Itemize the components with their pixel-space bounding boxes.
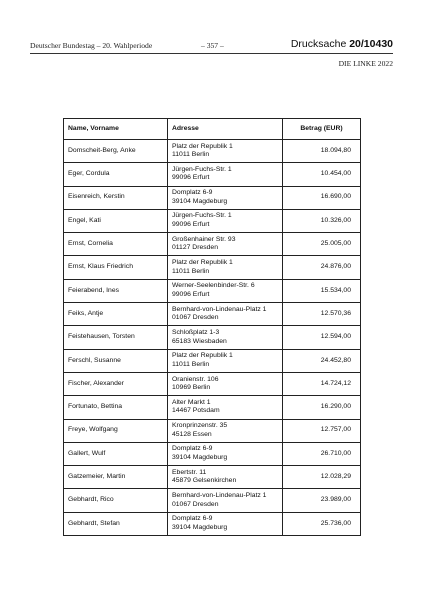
table-row: [64, 233, 361, 256]
cell-amount: 24.452,80: [283, 349, 361, 372]
address-street: Alter Markt 1: [172, 398, 211, 406]
cell-name: Gebhardt, Stefan: [64, 512, 168, 535]
address-street: Platz der Republik 1: [172, 352, 233, 360]
cell-name: Ferschl, Susanne: [64, 349, 168, 372]
cell-amount: 24.876,00: [283, 256, 361, 279]
address-street: Platz der Republik 1: [172, 259, 233, 267]
cell-amount: 10.326,00: [283, 209, 361, 232]
table-row: [64, 512, 361, 535]
cell-name: Fischer, Alexander: [64, 372, 168, 395]
table-header-row: [64, 119, 361, 140]
cell-name: Gallert, Wulf: [64, 442, 168, 465]
cell-amount: 16.690,00: [283, 186, 361, 209]
cell-name: Eisenreich, Kerstin: [64, 186, 168, 209]
table-row: [64, 349, 361, 372]
table-row: [64, 419, 361, 442]
cell-name: Feiks, Antje: [64, 303, 168, 326]
cell-name: Fortunato, Bettina: [64, 396, 168, 419]
cell-amount: 25.005,00: [283, 233, 361, 256]
address-city: 11011 Berlin: [172, 267, 210, 275]
cell-amount: 12.028,29: [283, 466, 361, 489]
cell-name: Feistehausen, Torsten: [64, 326, 168, 349]
cell-address: [168, 279, 283, 302]
cell-name: Engel, Kati: [64, 209, 168, 232]
address-city: 39104 Magdeburg: [172, 454, 228, 461]
table-row: [64, 163, 361, 186]
address-city: 39104 Magdeburg: [172, 197, 228, 205]
address-street: Jürgen-Fuchs-Str. 1: [172, 165, 232, 173]
table-body: [64, 140, 361, 536]
address-city: 45879 Gelsenkirchen: [172, 477, 237, 485]
table-row: [64, 442, 361, 465]
cell-address: [168, 209, 283, 232]
header-document-number: [291, 38, 393, 50]
header-document-prefix: Drucksache: [290, 38, 350, 50]
cell-address: [168, 372, 283, 395]
address-city: 01067 Dresden: [172, 500, 219, 508]
cell-name: Freye, Wolfgang: [64, 419, 168, 442]
cell-address: [168, 140, 283, 163]
address-city: 99096 Erfurt: [172, 290, 210, 298]
header-parliament: Deutscher Bundestag – 20. Wahlperiode: [30, 41, 153, 50]
table-row: [64, 256, 361, 279]
cell-address: [168, 489, 283, 512]
table-row: [64, 396, 361, 419]
address-city: 11011 Berlin: [172, 360, 210, 368]
table-row: [64, 303, 361, 326]
cell-amount: 15.534,00: [283, 279, 361, 302]
address-street: Domplatz 6-9: [172, 189, 213, 197]
column-header-amount: Betrag (EUR): [283, 119, 361, 140]
cell-address: [168, 256, 283, 279]
cell-amount: 12.594,00: [283, 326, 361, 349]
cell-address: [168, 466, 283, 489]
table-row: [64, 326, 361, 349]
cell-amount: 23.989,00: [283, 489, 361, 512]
cell-address: [168, 349, 283, 372]
cell-address: [168, 186, 283, 209]
table-row: [64, 186, 361, 209]
table-row: [64, 209, 361, 232]
address-street: Werner-Seelenbinder-Str. 6: [172, 282, 255, 290]
cell-name: Ernst, Cornelia: [64, 233, 168, 256]
table-row: [64, 466, 361, 489]
cell-amount: 10.454,00: [283, 163, 361, 186]
cell-name: Ernst, Klaus Friedrich: [64, 256, 168, 279]
address-street: Schloßplatz 1-3: [172, 328, 220, 336]
header-rule: [30, 53, 393, 54]
address-city: 99096 Erfurt: [172, 221, 210, 229]
address-street: Bernhard-von-Lindenau-Platz 1: [172, 305, 267, 313]
address-city: 45128 Essen: [172, 430, 212, 438]
cell-amount: 26.710,00: [283, 442, 361, 465]
column-header-address: Adresse: [168, 119, 283, 140]
cell-address: [168, 303, 283, 326]
cell-address: [168, 512, 283, 535]
cell-name: Feierabend, Ines: [64, 279, 168, 302]
donations-table: [63, 118, 361, 536]
cell-amount: 25.736,00: [283, 512, 361, 535]
address-street: Domplatz 6-9: [172, 515, 213, 523]
table-row: [64, 489, 361, 512]
cell-amount: 18.094,80: [283, 140, 361, 163]
cell-name: Gatzemeier, Martin: [64, 466, 168, 489]
address-city: 01127 Dresden: [172, 244, 218, 252]
table-row: [64, 372, 361, 395]
header-party-year: DIE LINKE 2022: [338, 59, 393, 68]
address-city: 99096 Erfurt: [172, 174, 210, 182]
address-city: 01067 Dresden: [172, 314, 219, 322]
cell-address: [168, 419, 283, 442]
cell-amount: 14.724,12: [283, 372, 361, 395]
cell-name: Domscheit-Berg, Anke: [64, 140, 168, 163]
table-row: [64, 279, 361, 302]
cell-address: [168, 326, 283, 349]
cell-amount: 12.757,00: [283, 419, 361, 442]
cell-address: [168, 442, 283, 465]
cell-name: Gebhardt, Rico: [64, 489, 168, 512]
address-city: 65183 Wiesbaden: [172, 337, 227, 345]
address-city: 11011 Berlin: [172, 151, 210, 159]
cell-address: [168, 163, 283, 186]
address-street: Oranienstr. 106: [172, 375, 219, 383]
address-street: Domplatz 6-9: [172, 445, 213, 453]
cell-amount: 12.570,36: [283, 303, 361, 326]
cell-amount: 16.290,00: [283, 396, 361, 419]
address-city: 14467 Potsdam: [172, 407, 220, 415]
address-city: 39104 Magdeburg: [172, 523, 228, 531]
cell-name: Eger, Cordula: [64, 163, 168, 186]
header-page-number: – 357 –: [201, 41, 224, 50]
address-city: 10969 Berlin: [172, 384, 211, 392]
table-row: [64, 140, 361, 163]
column-header-name: Name, Vorname: [64, 119, 168, 140]
cell-address: [168, 233, 283, 256]
address-street: Jürgen-Fuchs-Str. 1: [172, 212, 232, 220]
address-street: Kronprinzenstr. 35: [172, 422, 228, 430]
cell-address: [168, 396, 283, 419]
header-document-id: 20/10430: [349, 38, 393, 50]
address-street: Großenhainer Str. 93: [172, 235, 236, 243]
address-street: Bernhard-von-Lindenau-Platz 1: [172, 492, 267, 499]
address-street: Platz der Republik 1: [172, 142, 233, 150]
address-street: Ebertstr. 11: [172, 468, 207, 476]
